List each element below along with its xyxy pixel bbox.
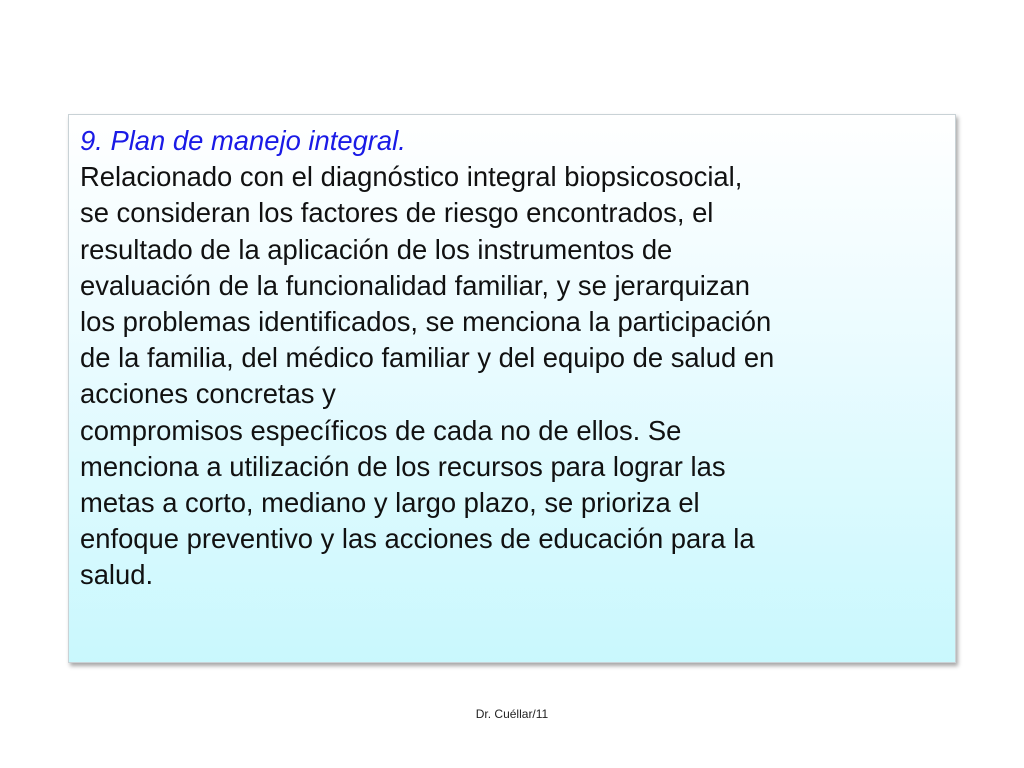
body-line: los problemas identificados, se menciona la participación: [80, 306, 772, 338]
body-line: acciones concretas y: [80, 378, 336, 410]
body-line: de la familia, del médico familiar y del equipo de salud en: [80, 342, 775, 374]
content-text-box: [68, 114, 956, 663]
body-line: metas a corto, mediano y largo plazo, se prioriza el: [80, 487, 700, 519]
body-line: salud.: [80, 559, 154, 591]
body-line: compromisos específicos de cada no de ellos. Se: [80, 414, 682, 446]
body-line: se consideran los factores de riesgo encontrados, el: [80, 197, 714, 229]
body-line: enfoque preventivo y las acciones de educación para la: [80, 523, 755, 555]
body-line: menciona a utilización de los recursos para lograr las: [80, 450, 726, 482]
body-line: resultado de la aplicación de los instrumentos de: [80, 233, 673, 265]
body-line: Relacionado con el diagnóstico integral biopsicosocial,: [80, 161, 743, 193]
section-heading: 9. Plan de manejo integral.: [80, 125, 406, 156]
slide-footer: Dr. Cuéllar/11: [475, 707, 549, 721]
body-line: evaluación de la funcionalidad familiar, y se jerarquizan: [80, 269, 750, 301]
